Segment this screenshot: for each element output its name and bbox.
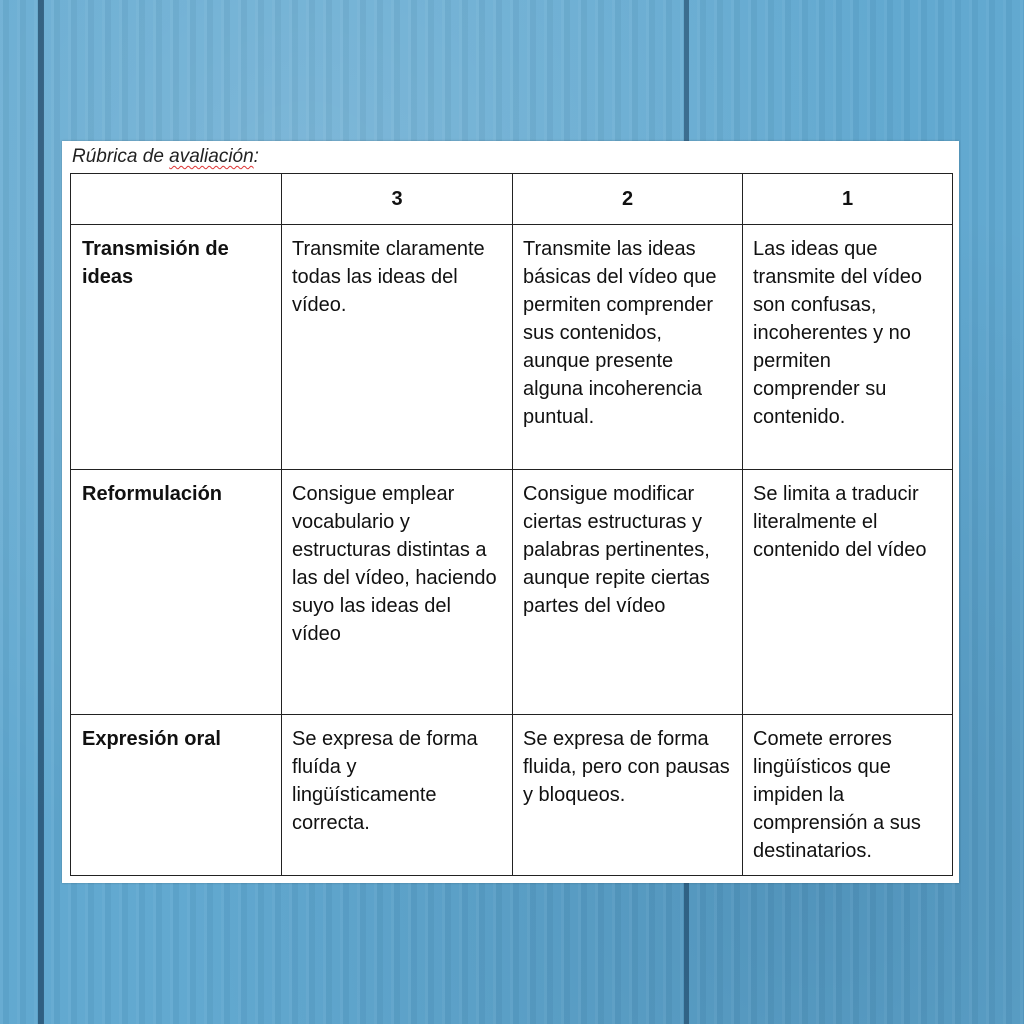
caption-underlined-word: avaliación	[169, 146, 254, 167]
rubric-document	[62, 141, 959, 883]
rubric-cell: Transmite las ideas básicas del vídeo que permiten comprender sus contenidos, aunque presente alguna incoherencia puntual.	[513, 225, 743, 470]
rubric-cell: Consigue emplear vocabulario y estructuras distintas a las del vídeo, haciendo suyo las ideas del vídeo	[282, 470, 513, 715]
rubric-table	[70, 173, 953, 876]
criterion-cell: Expresión oral	[71, 715, 282, 876]
criterion-cell: Transmisión de ideas	[71, 225, 282, 470]
caption-suffix: :	[253, 146, 259, 167]
caption-prefix: Rúbrica de	[72, 146, 170, 167]
header-cell-score-3: 3	[282, 174, 513, 225]
header-cell-score-1: 1	[743, 174, 953, 225]
table-row	[71, 470, 953, 715]
header-cell-empty	[71, 174, 282, 225]
header-cell-score-2: 2	[513, 174, 743, 225]
rubric-cell: Se expresa de forma fluida, pero con pausas y bloqueos.	[513, 715, 743, 876]
rubric-cell: Comete errores lingüísticos que impiden la comprensión a sus destinatarios.	[743, 715, 953, 876]
table-row	[71, 715, 953, 876]
rubric-cell: Se expresa de forma fluída y lingüísticamente correcta.	[282, 715, 513, 876]
rubric-cell: Se limita a traducir literalmente el contenido del vídeo	[743, 470, 953, 715]
rubric-cell: Las ideas que transmite del vídeo son confusas, incoherentes y no permiten comprender su contenido.	[743, 225, 953, 470]
table-row	[71, 225, 953, 470]
criterion-cell: Reformulación	[71, 470, 282, 715]
rubric-cell: Consigue modificar ciertas estructuras y palabras pertinentes, aunque repite ciertas partes del vídeo	[513, 470, 743, 715]
rubric-cell: Transmite claramente todas las ideas del vídeo.	[282, 225, 513, 470]
header-row	[71, 174, 953, 225]
rubric-caption	[72, 146, 259, 168]
